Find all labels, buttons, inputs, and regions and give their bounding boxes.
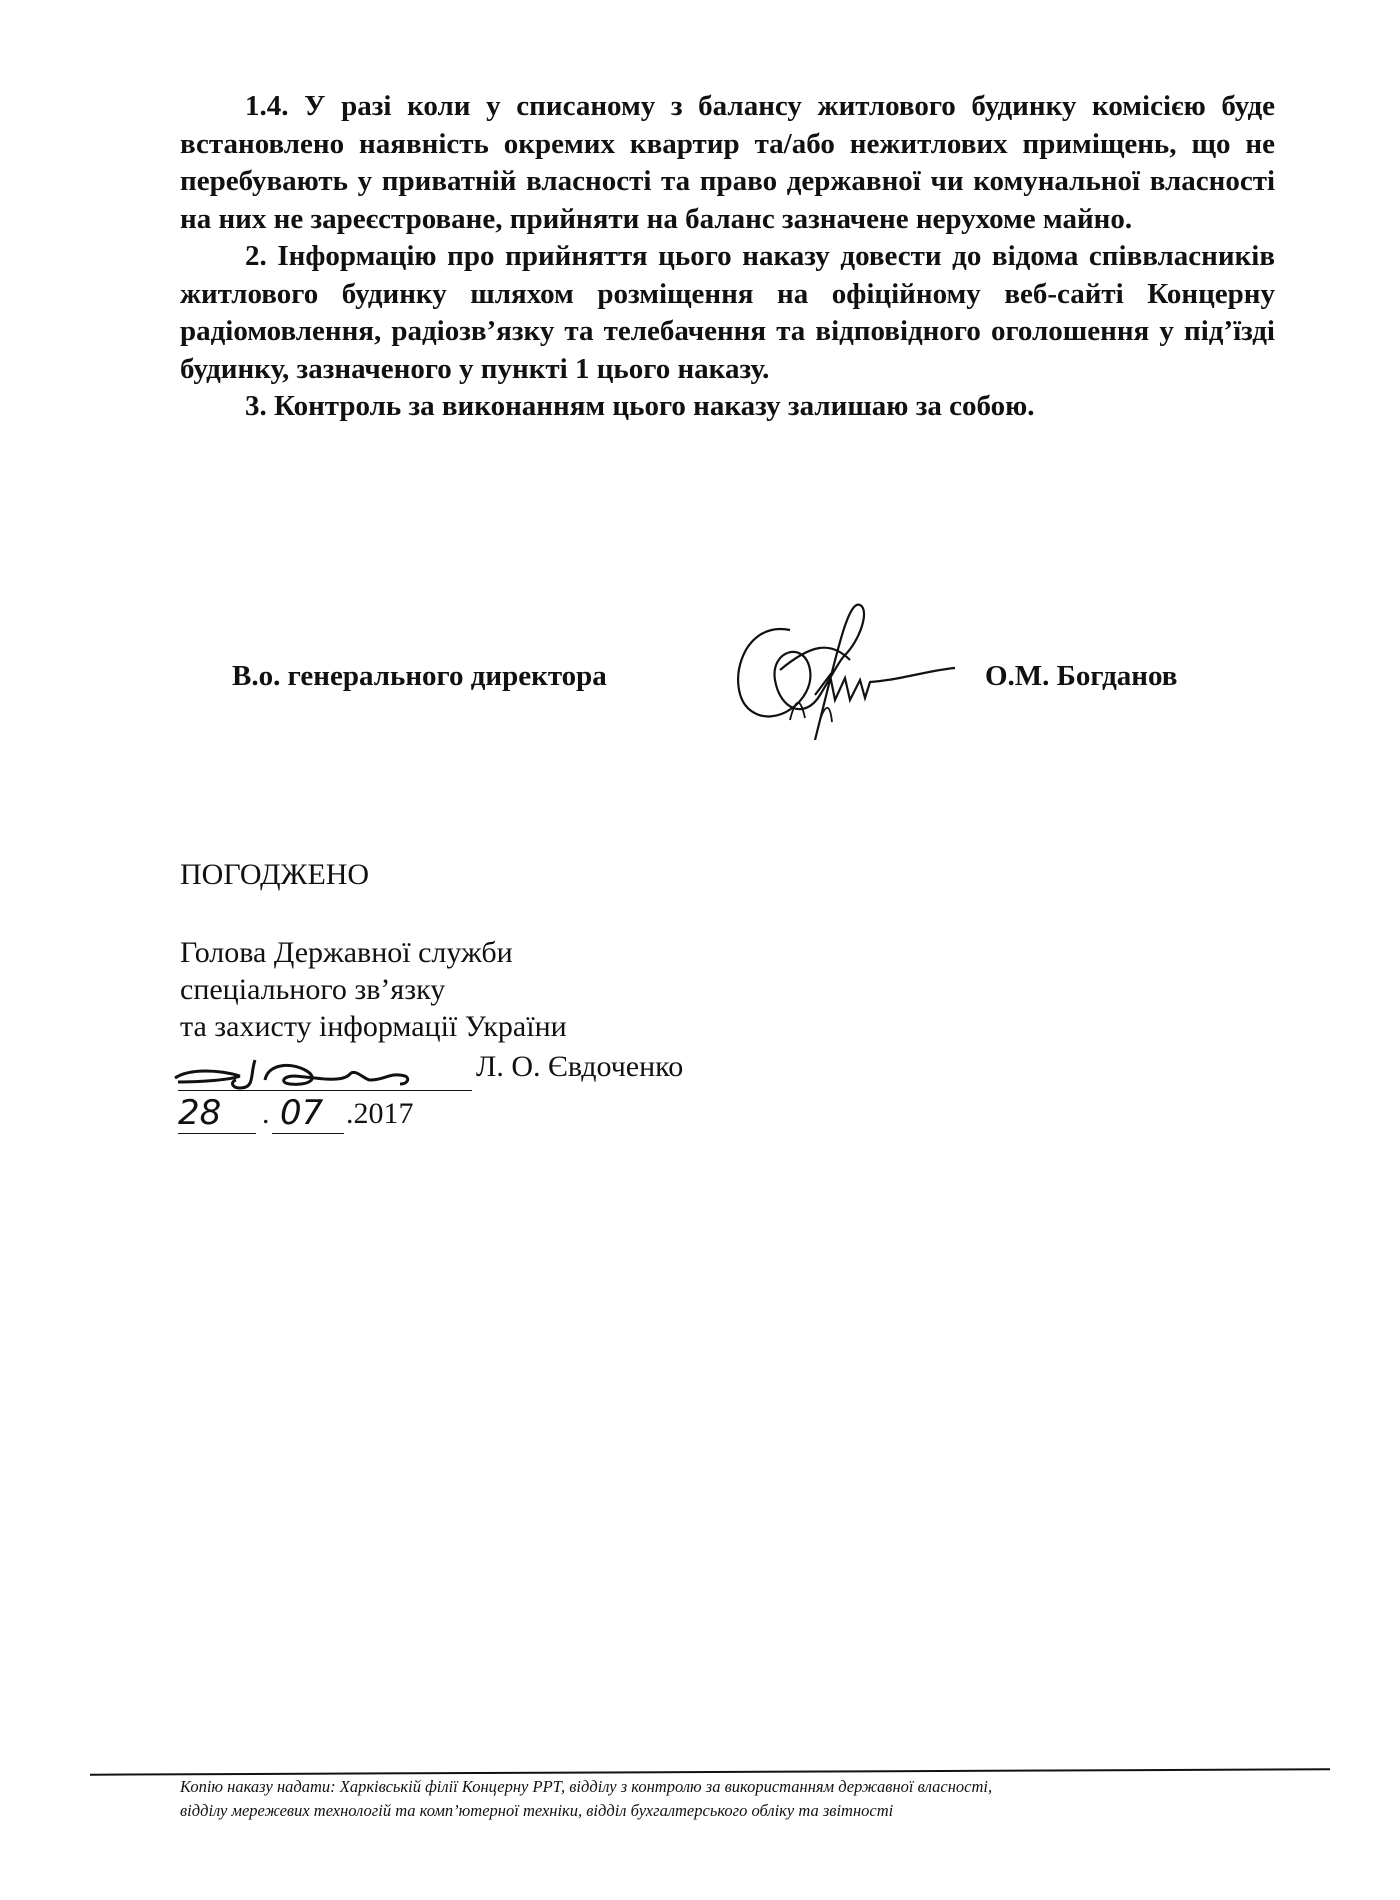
paragraph-2: 2. Інформацію про прийняття цього наказу довести до відома співвласників житлового будинку шляхом розміщення на офіційному веб-сайті Концерну радіомовлення, радіозв’язку та телебачення та відповідного оголошення у під’їзді будинку, зазначеного у пункті 1 цього наказу. <box>180 240 1275 385</box>
approver-name: Л. О. Євдоченко <box>476 1050 684 1083</box>
handwritten-month: 07 <box>280 1093 324 1133</box>
signatory-name: О.М. Богданов <box>985 660 1178 692</box>
approver-signature-icon <box>170 1050 470 1092</box>
paragraph-1-4: 1.4. У разі коли у списаному з балансу житлового будинку комісією буде встановлено наявність окремих квартир та/або нежитлових приміщень, що не перебувають у приватній власності та право державної чи комунальної власності на них не зареєстроване, прийняти на баланс зазначене нерухоме майно. <box>180 90 1275 235</box>
approver-position-line-2: спеціального зв’язку <box>180 973 446 1006</box>
approver-position-line-1: Голова Державної служби <box>180 936 513 969</box>
distribution-note <box>180 1775 1290 1823</box>
day-underline <box>178 1133 256 1134</box>
date-separator: . <box>262 1097 270 1130</box>
order-body <box>180 88 1275 426</box>
approval-date <box>172 1093 452 1135</box>
approver-position-line-3: та захисту інформації України <box>180 1010 567 1043</box>
month-underline <box>272 1133 344 1134</box>
distribution-line-2: відділу мережевих технологій та комп’ютерної техніки, відділ бухгалтерського обліку та звітності <box>180 1801 894 1820</box>
date-year: .2017 <box>346 1097 414 1130</box>
distribution-line-1: Копію наказу надати: Харківській філії Концерну РРТ, відділу з контролю за використанням державної власності, <box>180 1777 993 1796</box>
paragraph-3: 3. Контроль за виконанням цього наказу залишаю за собою. <box>245 390 1035 422</box>
signatory-title: В.о. генерального директора <box>232 660 607 692</box>
signature-underline <box>178 1090 472 1091</box>
handwritten-day: 28 <box>178 1093 222 1133</box>
director-signature-icon <box>720 600 960 750</box>
approval-heading: ПОГОДЖЕНО <box>180 858 370 891</box>
